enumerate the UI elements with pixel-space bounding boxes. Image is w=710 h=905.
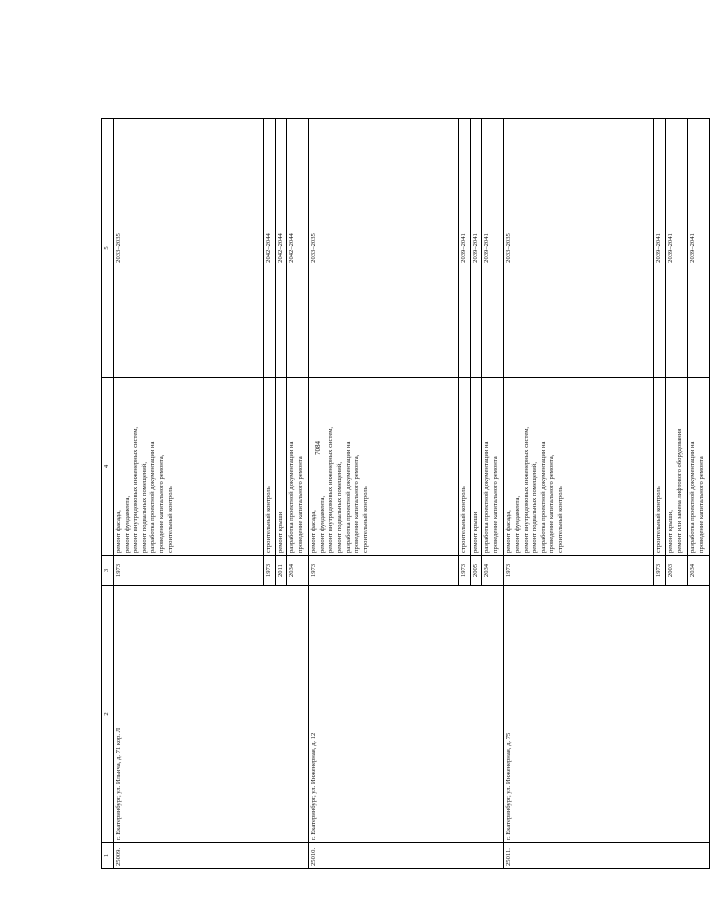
work-item: ремонт внутридомовых инженерных систем, <box>327 426 335 553</box>
work-description <box>470 378 482 556</box>
planned-period: 2042–2044 <box>275 119 287 378</box>
table-row <box>114 119 264 869</box>
work-item: разработка проектной документации на <box>149 441 157 553</box>
planned-period: 2039–2041 <box>687 119 709 378</box>
work-item: разработка проектной документации на <box>344 441 352 553</box>
work-year: 1973 <box>504 556 654 586</box>
work-item: ремонт фундамента, <box>318 495 326 553</box>
work-year: 2011 <box>275 556 287 586</box>
work-item: разработка проектной документации на <box>483 441 491 553</box>
header-col-4: 4 <box>102 378 114 556</box>
work-year: 2034 <box>482 556 504 586</box>
work-item: строительный контроль <box>655 486 663 553</box>
work-item: разработка проектной документации на <box>288 441 296 553</box>
work-item: ремонт фасада, <box>505 510 513 553</box>
planned-period: 2042–2044 <box>264 119 276 378</box>
table-wrapper <box>101 119 705 869</box>
work-item: строительный контроль <box>166 486 174 553</box>
building-address: г. Екатеринбург, ул. Инженерная, д. 75 <box>504 586 710 843</box>
work-description <box>504 378 654 556</box>
work-item: строительный контроль <box>556 486 564 553</box>
planned-period: 2039–2041 <box>654 119 666 378</box>
work-description <box>275 378 287 556</box>
work-item: ремонт фундамента, <box>513 495 521 553</box>
work-item: ремонт фасада, <box>310 510 318 553</box>
work-item: строительный контроль <box>460 486 468 553</box>
work-item: ремонт фундамента, <box>123 495 131 553</box>
table-body <box>102 119 710 869</box>
work-item: ремонт подвальных помещений, <box>335 462 343 553</box>
work-item: ремонт подвальных помещений, <box>140 462 148 553</box>
planned-period: 2033–2035 <box>114 119 264 378</box>
work-item: ремонт крыши, <box>666 510 674 553</box>
work-year: 1973 <box>654 556 666 586</box>
building-address: г. Екатеринбург, ул. Инженерная, д. 12 <box>309 586 504 843</box>
work-item: проведение капитального ремонта <box>296 456 304 553</box>
work-item: проведение капитального ремонта, <box>548 454 556 553</box>
work-item: проведение капитального ремонта <box>697 456 705 553</box>
work-item: ремонт фасада, <box>115 510 122 553</box>
work-item: ремонт подвальных помещений, <box>531 462 539 553</box>
planned-period: 2042–2044 <box>287 119 309 378</box>
work-description <box>654 378 666 556</box>
work-year: 1973 <box>264 556 276 586</box>
planned-period: 2039–2041 <box>482 119 504 378</box>
work-item: проведение капитального ремонта, <box>157 454 165 553</box>
work-year: 2005 <box>470 556 482 586</box>
work-item: ремонт крыши <box>471 511 479 553</box>
work-item: строительный контроль <box>265 486 272 553</box>
record-number: 25011. <box>504 843 710 869</box>
planned-period: 2039–2041 <box>470 119 482 378</box>
table-row <box>504 119 654 869</box>
header-col-1: 1 <box>102 843 114 869</box>
header-col-3: 3 <box>102 556 114 586</box>
table-row <box>309 119 459 869</box>
work-year: 1973 <box>309 556 459 586</box>
planned-period: 2033–2035 <box>504 119 654 378</box>
work-description <box>687 378 709 556</box>
work-item: разработка проектной документации на <box>539 441 547 553</box>
work-item: проведение капитального ремонта, <box>353 454 361 553</box>
work-item: ремонт крыши <box>276 511 284 553</box>
work-item: строительный контроль <box>361 486 369 553</box>
work-item: проведение капитального ремонта <box>491 456 499 553</box>
work-item: ремонт или замена лифтового оборудования <box>675 428 683 553</box>
work-item: ремонт внутридомовых инженерных систем, <box>132 426 140 553</box>
work-description <box>482 378 504 556</box>
header-row <box>102 119 114 869</box>
work-year: 2034 <box>287 556 309 586</box>
work-year: 1973 <box>459 556 471 586</box>
work-description <box>665 378 687 556</box>
work-item: разработка проектной документации на <box>688 441 696 553</box>
work-description <box>459 378 471 556</box>
page-number: 7084 <box>314 441 322 455</box>
capital-repair-table <box>101 118 710 869</box>
record-number: 25010. <box>309 843 504 869</box>
work-item: ремонт внутридомовых инженерных систем, <box>522 426 530 553</box>
planned-period: 2039–2041 <box>665 119 687 378</box>
work-description <box>309 378 459 556</box>
planned-period: 2039–2041 <box>459 119 471 378</box>
work-description <box>114 378 264 556</box>
header-col-2: 2 <box>102 586 114 843</box>
header-col-5: 5 <box>102 119 114 378</box>
planned-period: 2033–2035 <box>309 119 459 378</box>
work-year: 1973 <box>114 556 264 586</box>
building-address: г. Екатеринбург, ул. Ильича, д. 71 кор. Л <box>114 586 309 843</box>
record-number: 25009. <box>114 843 309 869</box>
work-description <box>287 378 309 556</box>
work-description <box>264 378 276 556</box>
work-year: 2034 <box>687 556 709 586</box>
work-year: 2003 <box>665 556 687 586</box>
